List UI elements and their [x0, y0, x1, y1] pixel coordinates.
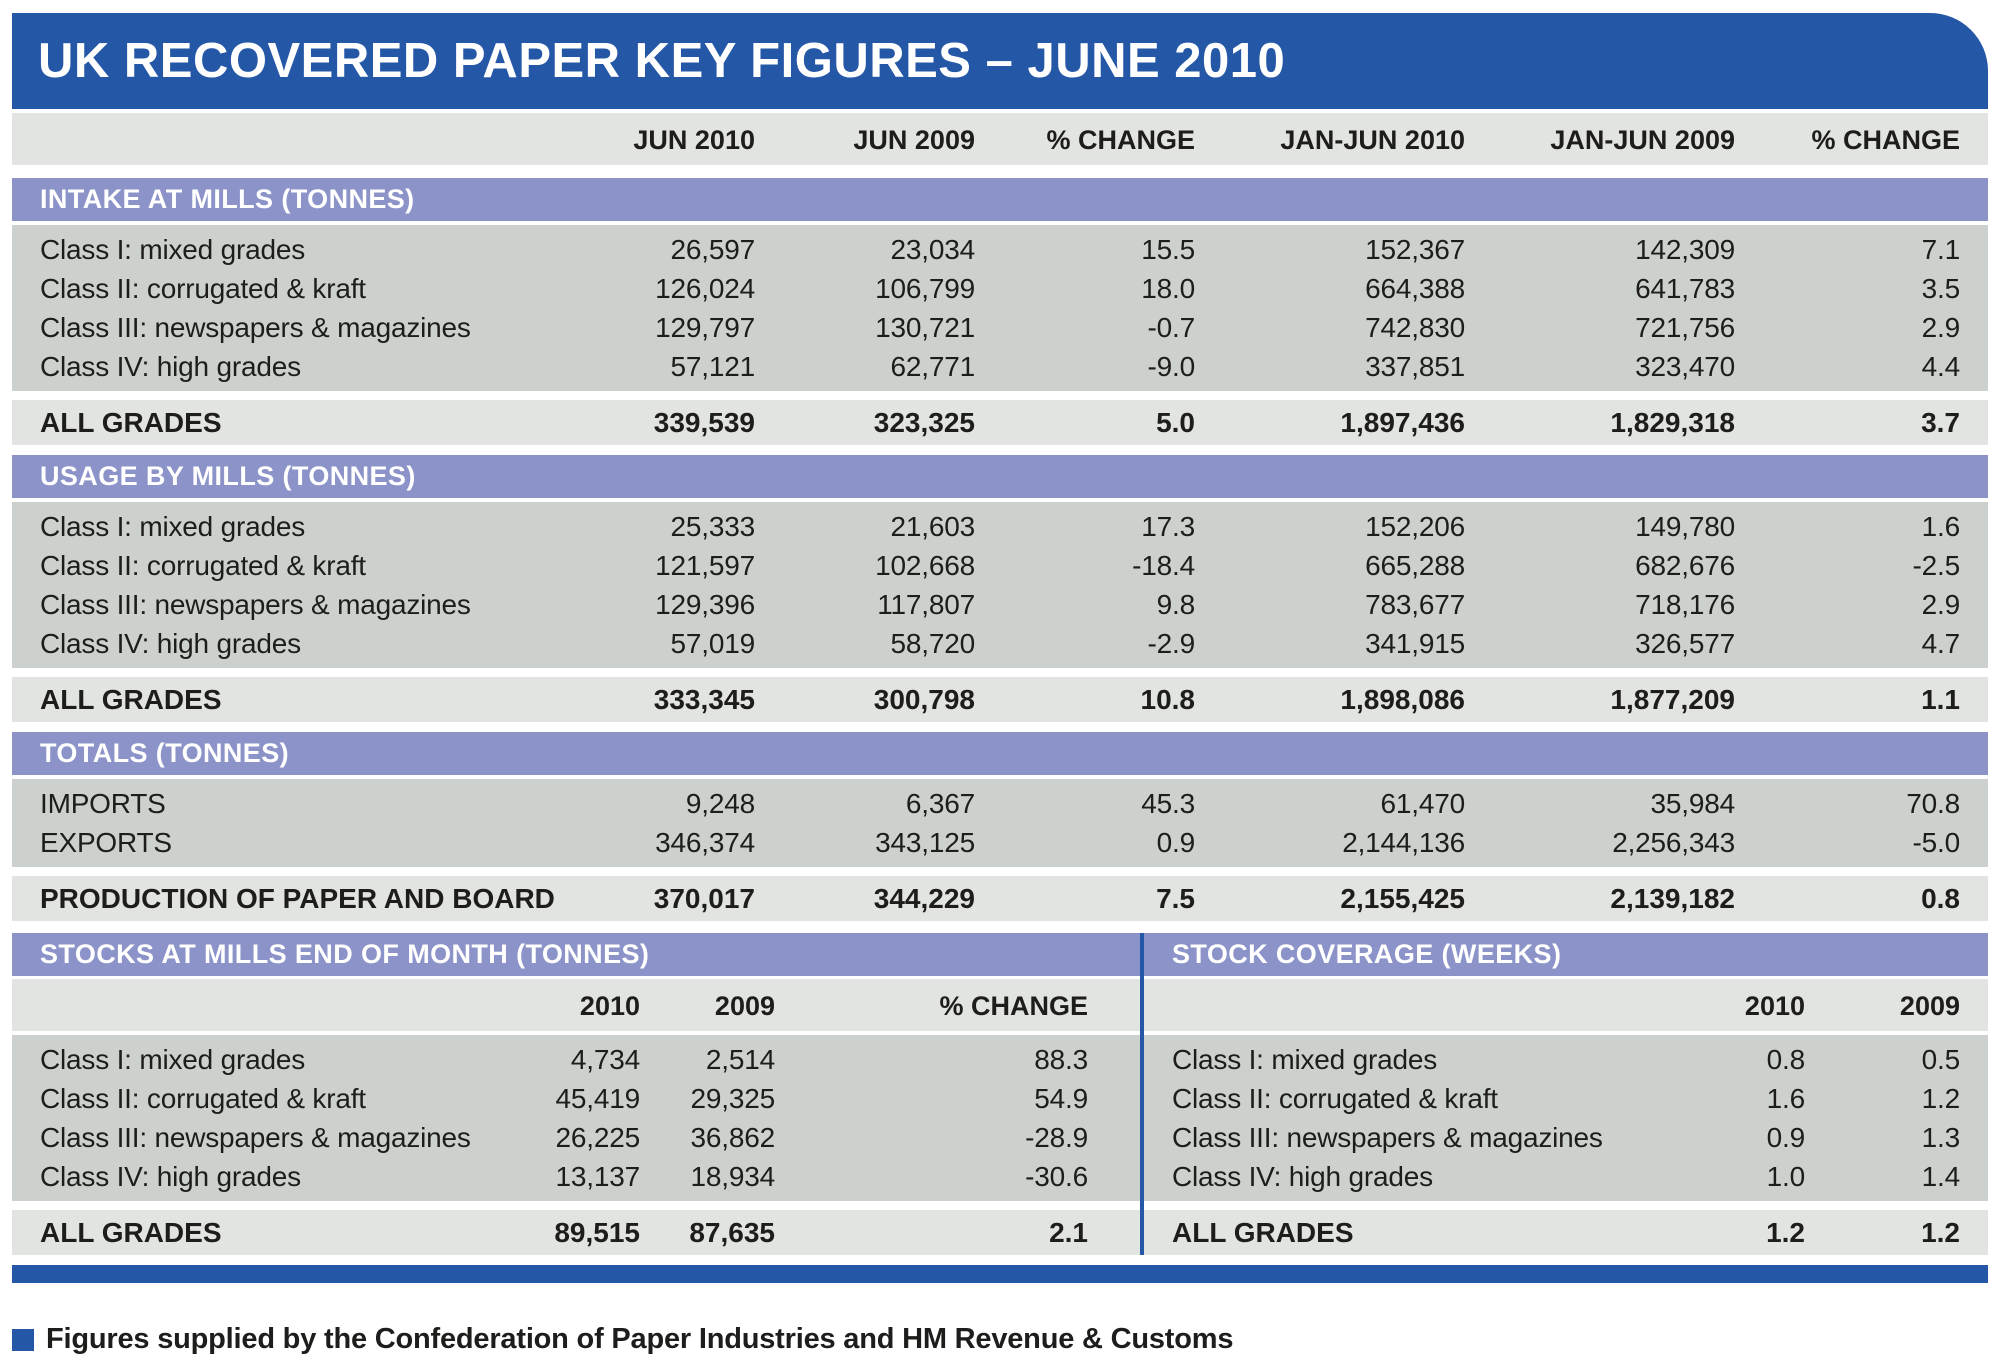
total-row-intake: [12, 400, 1988, 445]
cell-value: 21,603: [890, 510, 975, 542]
column-header: 2009: [714, 991, 775, 1021]
total-row-stocks: [12, 1210, 1140, 1255]
cell-value: 45,419: [555, 1082, 640, 1114]
cell-value: 18,934: [690, 1160, 775, 1192]
row-label: Class III: newspapers & magazines: [1172, 1121, 1603, 1153]
column-header: JAN-JUN 2009: [1550, 125, 1735, 155]
figures-table: [12, 13, 1988, 1356]
row-label: Class IV: high grades: [40, 627, 301, 659]
cell-value: 665,288: [1365, 549, 1465, 581]
cell-value: 57,121: [670, 350, 755, 382]
cell-value: -28.9: [1025, 1121, 1088, 1153]
table-row: [12, 230, 1988, 269]
cell-value: 2,155,425: [1340, 882, 1465, 914]
column-header-row: [12, 113, 1988, 165]
section-body-stocks: [12, 1035, 1140, 1201]
cell-value: 1.6: [1766, 1082, 1805, 1114]
cell-value: 129,396: [655, 588, 755, 620]
cell-value: 1.2: [1766, 1216, 1805, 1248]
cell-value: 721,756: [1635, 311, 1735, 343]
cell-value: 1.3: [1921, 1121, 1960, 1153]
cell-value: 89,515: [554, 1216, 640, 1248]
cell-value: 18.0: [1141, 272, 1195, 304]
table-row: [1144, 1157, 1988, 1196]
cell-value: 26,597: [670, 233, 755, 265]
row-label: ALL GRADES: [40, 406, 222, 438]
cell-value: 344,229: [873, 882, 975, 914]
row-label: ALL GRADES: [40, 1216, 222, 1248]
cell-value: 783,677: [1365, 588, 1465, 620]
row-label: Class IV: high grades: [1172, 1160, 1433, 1192]
cell-value: 0.9: [1766, 1121, 1805, 1153]
table-row: [12, 585, 1988, 624]
column-header: JAN-JUN 2010: [1280, 125, 1465, 155]
cell-value: 1,829,318: [1610, 406, 1735, 438]
table-row: [1144, 1118, 1988, 1157]
row-label: Class II: corrugated & kraft: [1172, 1082, 1498, 1114]
cell-value: 142,309: [1635, 233, 1735, 265]
section-header-stocks: STOCKS AT MILLS END OF MONTH (TONNES): [12, 933, 1140, 976]
table-row: [1144, 1040, 1988, 1079]
section-header-usage: USAGE BY MILLS (TONNES): [12, 455, 1988, 498]
row-label: Class I: mixed grades: [40, 510, 306, 542]
table-row: [12, 347, 1988, 386]
row-label: Class III: newspapers & magazines: [40, 588, 471, 620]
cell-value: 26,225: [555, 1121, 640, 1153]
cell-value: 0.9: [1156, 826, 1195, 858]
cell-value: 106,799: [875, 272, 975, 304]
cell-value: -2.5: [1912, 549, 1960, 581]
cell-value: 1.2: [1921, 1082, 1960, 1114]
cell-value: -5.0: [1912, 826, 1960, 858]
page-title: UK RECOVERED PAPER KEY FIGURES – JUNE 2010: [12, 13, 1988, 109]
table-row: [12, 546, 1988, 585]
cell-value: 88.3: [1034, 1043, 1088, 1075]
column-header: 2010: [579, 991, 640, 1021]
section-body-usage: [12, 502, 1988, 668]
row-label: Class III: newspapers & magazines: [40, 1121, 471, 1153]
cell-value: 2.9: [1921, 588, 1960, 620]
table-row: [12, 1040, 1140, 1079]
table-row: [12, 507, 1988, 546]
cell-value: -2.9: [1147, 627, 1195, 659]
section-header-intake: INTAKE AT MILLS (TONNES): [12, 178, 1988, 221]
cell-value: 2,514: [705, 1043, 775, 1075]
cell-value: 61,470: [1380, 787, 1465, 819]
table-row: [12, 624, 1988, 663]
row-label: Class III: newspapers & magazines: [40, 311, 471, 343]
cell-value: 0.8: [1921, 882, 1960, 914]
cell-value: 152,367: [1365, 233, 1465, 265]
cell-value: 7.1: [1921, 233, 1960, 265]
cell-value: 4,734: [570, 1043, 640, 1075]
cell-value: 17.3: [1141, 510, 1195, 542]
bullet-square-icon: [12, 1329, 34, 1351]
cell-value: 343,125: [875, 826, 975, 858]
cell-value: -0.7: [1147, 311, 1195, 343]
cell-value: 2.1: [1049, 1216, 1088, 1248]
cell-value: 718,176: [1635, 588, 1735, 620]
table-row: [12, 269, 1988, 308]
cell-value: 57,019: [670, 627, 755, 659]
section-body-intake: [12, 225, 1988, 391]
cell-value: 152,206: [1365, 510, 1465, 542]
cell-value: 54.9: [1034, 1082, 1088, 1114]
bottom-rule: [12, 1265, 1988, 1283]
cell-value: 149,780: [1635, 510, 1735, 542]
row-label: Class IV: high grades: [40, 350, 301, 382]
cell-value: 121,597: [655, 549, 755, 581]
section-header-coverage: STOCK COVERAGE (WEEKS): [1144, 933, 1988, 976]
row-label: IMPORTS: [40, 787, 166, 819]
table-row: [12, 1118, 1140, 1157]
cell-value: 62,771: [890, 350, 975, 382]
cell-value: -18.4: [1132, 549, 1195, 581]
cell-value: 664,388: [1365, 272, 1465, 304]
cell-value: 23,034: [890, 233, 975, 265]
column-header: 2010: [1744, 991, 1805, 1021]
cell-value: 25,333: [670, 510, 755, 542]
row-label: EXPORTS: [40, 826, 172, 858]
table-row: [12, 1157, 1140, 1196]
cell-value: 126,024: [655, 272, 755, 304]
row-label: PRODUCTION OF PAPER AND BOARD: [40, 882, 555, 914]
column-header-row: [12, 979, 1140, 1031]
cell-value: 2.9: [1921, 311, 1960, 343]
cell-value: 0.5: [1921, 1043, 1960, 1075]
section-header-totals: TOTALS (TONNES): [12, 732, 1988, 775]
total-row-production: [12, 876, 1988, 921]
cell-value: 2,139,182: [1610, 882, 1735, 914]
cell-value: 70.8: [1906, 787, 1960, 819]
column-header: JUN 2010: [633, 125, 755, 155]
cell-value: -30.6: [1025, 1160, 1088, 1192]
table-row: [12, 823, 1988, 862]
cell-value: 129,797: [655, 311, 755, 343]
column-header: JUN 2009: [853, 125, 975, 155]
cell-value: 1.6: [1921, 510, 1960, 542]
cell-value: 4.7: [1921, 627, 1960, 659]
table-row: [1144, 1079, 1988, 1118]
cell-value: 15.5: [1141, 233, 1195, 265]
cell-value: -9.0: [1147, 350, 1195, 382]
cell-value: 6,367: [905, 787, 975, 819]
cell-value: 58,720: [890, 627, 975, 659]
cell-value: 9.8: [1156, 588, 1195, 620]
cell-value: 45.3: [1141, 787, 1195, 819]
cell-value: 0.8: [1766, 1043, 1805, 1075]
cell-value: 3.5: [1921, 272, 1960, 304]
cell-value: 2,256,343: [1612, 826, 1735, 858]
cell-value: 1.1: [1921, 683, 1960, 715]
section-body-totals: [12, 779, 1988, 867]
cell-value: 13,137: [555, 1160, 640, 1192]
cell-value: 1,897,436: [1340, 406, 1465, 438]
cell-value: 102,668: [875, 549, 975, 581]
cell-value: 370,017: [653, 882, 755, 914]
cell-value: 5.0: [1156, 406, 1195, 438]
cell-value: 682,676: [1635, 549, 1735, 581]
cell-value: 337,851: [1365, 350, 1465, 382]
cell-value: 742,830: [1365, 311, 1465, 343]
table-row: [12, 784, 1988, 823]
cell-value: 10.8: [1140, 683, 1195, 715]
table-row: [12, 308, 1988, 347]
table-row: [12, 1079, 1140, 1118]
footnote-text: Figures supplied by the Confederation of Paper Industries and HM Revenue & Customs: [46, 1323, 1234, 1355]
column-header: 2009: [1899, 991, 1960, 1021]
footnote: [12, 1323, 1988, 1356]
total-row-coverage: [1144, 1210, 1988, 1255]
row-label: Class I: mixed grades: [40, 1043, 306, 1075]
cell-value: 323,325: [873, 406, 975, 438]
row-label: Class I: mixed grades: [1172, 1043, 1438, 1075]
cell-value: 1.4: [1921, 1160, 1960, 1192]
cell-value: 7.5: [1156, 882, 1195, 914]
row-label: Class II: corrugated & kraft: [40, 272, 366, 304]
column-header: % CHANGE: [939, 991, 1088, 1021]
cell-value: 339,539: [653, 406, 755, 438]
cell-value: 1,898,086: [1340, 683, 1465, 715]
cell-value: 4.4: [1921, 350, 1960, 382]
cell-value: 1.2: [1921, 1216, 1960, 1248]
cell-value: 326,577: [1635, 627, 1735, 659]
cell-value: 1.0: [1766, 1160, 1805, 1192]
cell-value: 87,635: [689, 1216, 775, 1248]
section-body-coverage: [1144, 1035, 1988, 1201]
cell-value: 300,798: [873, 683, 975, 715]
column-header: % CHANGE: [1811, 125, 1960, 155]
cell-value: 9,248: [685, 787, 755, 819]
row-label: Class I: mixed grades: [40, 233, 306, 265]
cell-value: 641,783: [1635, 272, 1735, 304]
cell-value: 130,721: [875, 311, 975, 343]
cell-value: 341,915: [1365, 627, 1465, 659]
column-header: % CHANGE: [1046, 125, 1195, 155]
cell-value: 29,325: [690, 1082, 775, 1114]
cell-value: 3.7: [1921, 406, 1960, 438]
row-label: Class II: corrugated & kraft: [40, 549, 366, 581]
cell-value: 35,984: [1650, 787, 1735, 819]
coverage-table: [1144, 933, 1988, 1255]
cell-value: 323,470: [1635, 350, 1735, 382]
stocks-table: [12, 933, 1140, 1255]
cell-value: 346,374: [655, 826, 755, 858]
cell-value: 1,877,209: [1610, 683, 1735, 715]
cell-value: 333,345: [653, 683, 755, 715]
row-label: ALL GRADES: [1172, 1216, 1354, 1248]
column-header-row: [1144, 979, 1988, 1031]
row-label: Class IV: high grades: [40, 1160, 301, 1192]
cell-value: 2,144,136: [1342, 826, 1465, 858]
total-row-usage: [12, 677, 1988, 722]
row-label: Class II: corrugated & kraft: [40, 1082, 366, 1114]
bottom-section: [12, 933, 1988, 1255]
row-label: ALL GRADES: [40, 683, 222, 715]
cell-value: 36,862: [690, 1121, 775, 1153]
cell-value: 117,807: [877, 588, 975, 620]
